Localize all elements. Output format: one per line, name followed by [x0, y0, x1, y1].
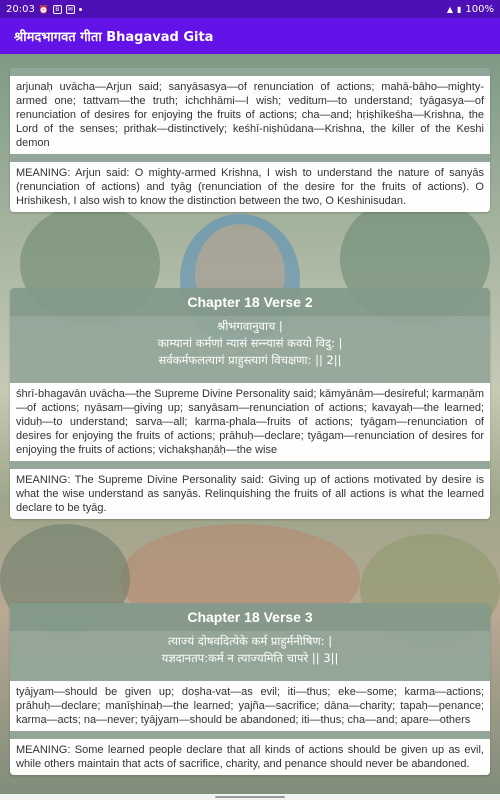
verse-meaning: MEANING: The Supreme Divine Personality said: Giving up of actions motivated by desire is what the wise understand as sanyās. Relinquishing the fruits of all actions is what the learned declare to be tyāg.	[10, 469, 490, 519]
sanskrit-line: काम्यानां कर्मणां न्यासं सन्न्यासं कवयो विदु: |	[157, 336, 343, 350]
app-title: श्रीमदभागवत गीता Bhagavad Gita	[14, 30, 214, 45]
message-icon: ✉	[67, 5, 73, 13]
status-bar	[0, 0, 500, 18]
word-meaning: tyājyam—should be given up; doṣha-vat—as evil; iti—thus; eke—some; karma—actions; prāhuḥ—declare; manīṣhiṇaḥ—the learned; yajña—sacrifice; dāna—charity; tapaḥ—penance; karma—acts; na—never; tyājyam—should be abandoned; iti—thus; cha—and; apare—others	[10, 681, 490, 731]
verse-meaning: MEANING: Arjun said: O mighty-armed Krishna, I wish to understand the nature of sanyās (renunciation of actions) and tyāg (renunciation of the desire for the fruits of actions). O Hrishikesh, I also wish to know the distinction between the two, O Keshinisudan.	[10, 162, 490, 212]
signal-icon: ▲	[446, 4, 453, 14]
navigation-bar[interactable]	[0, 794, 500, 800]
word-meaning: śhrī-bhagavān uvācha—the Supreme Divine Personality said; kāmyānām—desireful; karmaṇām—of actions; nyāsam—giving up; sanyāsam—renunciation of actions; kavayaḥ—the learned; viduḥ—to understand; sarva—all; karma-phala—fruits of actions; tyāgam—renunciation of desires for enjoying the fruits of actions; prāhuḥ—declare; tyāgam—renunciation of desires for enjoying the fruits of actions; vichakṣhaṇāḥ—the wise	[10, 383, 490, 461]
verse-title: Chapter 18 Verse 2	[10, 288, 490, 316]
verse-divider	[10, 375, 490, 383]
verse-divider	[10, 154, 490, 162]
sanskrit-line: सर्वकर्मफलत्यागं प्राहुस्त्यागं विचक्षणा: || 2||	[158, 353, 342, 367]
sanskrit-text	[10, 316, 490, 375]
app-notification-icon: B	[53, 5, 62, 14]
alarm-icon: ⏰	[38, 4, 49, 14]
verse-title: Chapter 18 Verse 3	[10, 603, 490, 631]
verse-meaning: MEANING: Some learned people declare that all kinds of actions should be given up as evil, while others maintain that acts of sacrifice, charity, and penance should never be abandoned.	[10, 739, 490, 775]
sanskrit-line: श्रीभगवानुवाच |	[217, 319, 283, 333]
battery-icon: ▮	[457, 4, 462, 14]
sanskrit-line: त्याज्यं दोषवदित्येके कर्म प्राहुर्मनीषिण: |	[167, 634, 333, 648]
more-notifications-icon	[79, 8, 82, 11]
verse-card-1	[10, 68, 490, 212]
verse-divider	[10, 673, 490, 681]
verse-divider	[10, 731, 490, 739]
app-bar	[0, 18, 500, 54]
verse-card-2[interactable]	[10, 288, 490, 519]
status-time: 20:03	[6, 3, 35, 15]
verse-card-3[interactable]	[10, 603, 490, 775]
verse-divider	[10, 68, 490, 76]
battery-percent: 100%	[465, 3, 494, 15]
gesture-handle[interactable]	[215, 796, 285, 798]
sanskrit-text	[10, 631, 490, 673]
verse-divider	[10, 461, 490, 469]
sanskrit-line: यज्ञदानतप:कर्म न त्याज्यमिति चापरे || 3||	[161, 651, 339, 665]
word-meaning: arjunaḥ uvācha—Arjun said; sanyāsasya—of renunciation of actions; mahā-bāho—mighty-armed one; tattvam—the truth; ichchhāmi—I wish; veditum—to understand; tyāgasya—of renunciation of desires for enjoying the fruits of actions; cha—and; hṛiṣhīkeśha—Krishna, the Lord of the senses; prithak—distinctively; keśhī-niṣhūdana—Krishna, the killer of the Keshi demon	[10, 76, 490, 154]
